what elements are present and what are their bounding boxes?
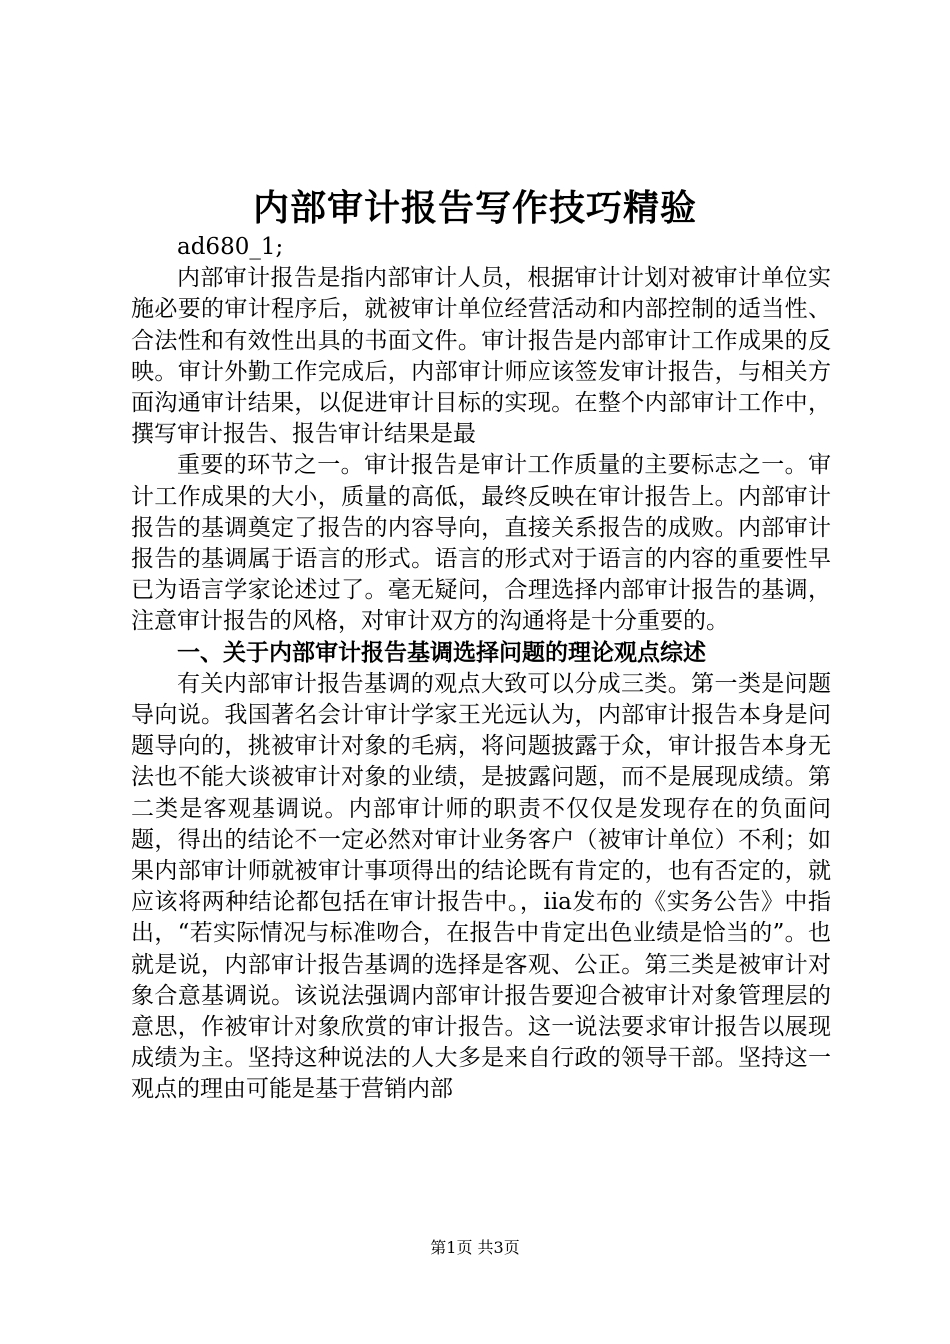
document-title: 内部审计报告写作技巧精验 (252, 188, 697, 229)
body-paragraph: 有关内部审计报告基调的观点大致可以分成三类。第一类是问题导向说。我国著名会计审计学家王光远认为，内部审计报告本身是问题导向的，挑被审计对象的毛病，将问题披露于众，审计报告本身无法也不能大谈被审计对象的业绩，是披露问题，而不是展现成绩。第二类是客观基调说。内部审计师的职责不仅仅是发现存在的负面问题，得出的结论不一定必然对审计业务客户（被审计单位）不利；如果内部审计师就被审计事项得出的结论既有肯定的，也有否定的，就应该将两种结论都包括在审计报告中。，iia发布的《实务公告》中指出，“若实际情况与标准吻合，在报告中肯定出色业绩是恰当的”。也就是说，内部审计报告基调的选择是客观、公正。第三类是被审计对象合意基调说。该说法强调内部审计报告要迎合被审计对象管理层的意思，作被审计对象欣赏的审计报告。这一说法要求审计报告以展现成绩为主。坚持这种说法的人大多是来自行政的领导干部。坚持这一观点的理由可能是基于营销内部 (131, 670, 831, 1103)
body-paragraph: 重要的环节之一。审计报告是审计工作质量的主要标志之一。审计工作成果的大小，质量的高低，最终反映在审计报告上。内部审计报告的基调奠定了报告的内容导向，直接关系报告的成败。内部审计报告的基调属于语言的形式。语言的形式对于语言的内容的重要性早已为语言学家论述过了。毫无疑问，合理选择内部审计报告的基调，注意审计报告的风格，对审计双方的沟通将是十分重要的。 (131, 452, 831, 635)
body-paragraph: 内部审计报告是指内部审计人员，根据审计计划对被审计单位实施必要的审计程序后，就被审计单位经营活动和内部控制的适当性、合法性和有效性出具的书面文件。审计报告是内部审计工作成果的反映。审计外勤工作完成后，内部审计师应该签发审计报告，与相关方面沟通审计结果，以促进审计目标的实现。在整个内部审计工作中，撰写审计报告、报告审计结果是最 (131, 265, 831, 448)
document-body (131, 232, 831, 1106)
section-heading: 一、关于内部审计报告基调选择问题的理论观点综述 (177, 639, 706, 666)
page-number-footer: 第1页 共3页 (430, 1238, 520, 1257)
reference-code: ad680_1; (177, 234, 284, 260)
